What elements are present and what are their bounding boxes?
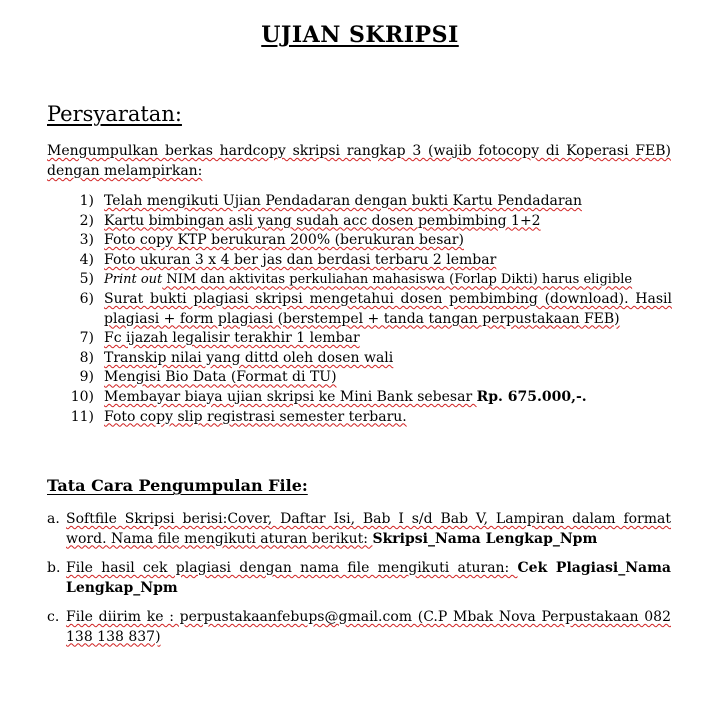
file-submission-list — [47, 510, 671, 657]
file-name-format: Skripsi_Nama Lengkap_Npm — [372, 530, 598, 547]
submission-item: a. Softfile Skripsi berisi:Cover, Daftar Isi, Bab I s/d Bab V, Lampiran dalam format word. Nama file mengikuti aturan berikut: Skripsi_Nama Lengkap_Npm — [47, 511, 671, 547]
submission-item: c. File diirim ke : perpustakaanfebups@gmail.com (C.P Mbak Nova Perpustakaan 082 138 138 837) — [47, 609, 671, 645]
requirement-item: 10) Membayar biaya ujian skripsi ke Mini Bank sebesar Rp. 675.000,-. — [70, 388, 587, 405]
requirement-item: 1) Telah mengikuti Ujian Pendadaran dengan bukti Kartu Pendadaran — [79, 193, 582, 209]
requirement-item: 6) Surat bukti plagiasi skripsi mengetahui dosen pembimbing (download). Hasil plagiasi + form plagiasi (berstempel + tanda tangan perpustakaan FEB) — [79, 290, 672, 327]
requirement-item: 3) Foto copy KTP berukuran 200% (berukuran besar) — [79, 232, 464, 249]
plagiarism-file-name-format: Cek Plagiasi_Nama Lengkap_Npm — [66, 560, 671, 596]
fee-amount: Rp. 675.000,-. — [476, 388, 587, 405]
requirement-item: 5) Print out NIM dan aktivitas perkuliahan mahasiswa (Forlap Dikti) harus eligible — [79, 271, 633, 288]
requirement-item: 7) Fc ijazah legalisir terakhir 1 lembar — [79, 330, 360, 347]
requirement-item: 4) Foto ukuran 3 x 4 ber jas dan berdasi terbaru 2 lembar — [79, 251, 497, 268]
requirement-item: 8) Transkip nilai yang dittd oleh dosen wali — [79, 349, 394, 366]
requirements-list — [47, 192, 672, 427]
document-title: UJIAN SKRIPSI — [261, 22, 459, 48]
requirements-heading: Persyaratan: — [47, 102, 182, 126]
submission-item: b. File hasil cek plagiasi dengan nama file mengikuti aturan: Cek Plagiasi_Nama Lengkap_Npm — [47, 560, 671, 596]
requirement-italic: Print out — [104, 272, 163, 288]
requirement-item: 2) Kartu bimbingan asli yang sudah acc dosen pembimbing 1+2 — [79, 212, 541, 229]
requirement-item: 11) Foto copy slip registrasi semester terbaru. — [70, 408, 407, 425]
file-submission-heading: Tata Cara Pengumpulan File: — [47, 476, 308, 495]
requirement-item: 9) Mengisi Bio Data (Format di TU) — [79, 369, 337, 386]
requirements-intro: Mengumpulkan berkas hardcopy skripsi rangkap 3 (wajib fotocopy di Koperasi FEB) dengan melampirkan: — [47, 143, 671, 179]
